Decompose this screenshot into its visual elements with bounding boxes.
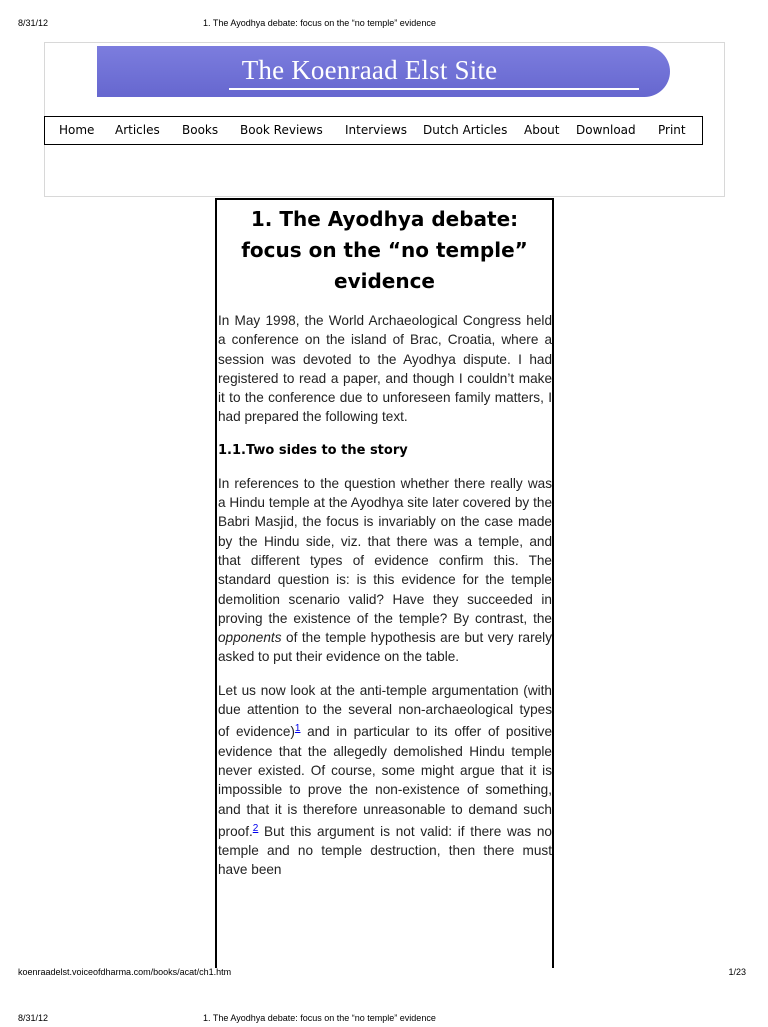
print-page-title: 1. The Ayodhya debate: focus on the “no temple” evidence xyxy=(203,18,436,28)
section-heading: 1.1.Two sides to the story xyxy=(218,442,408,458)
paragraph-anti-temple xyxy=(217,681,552,880)
nav-about[interactable]: About xyxy=(524,123,560,137)
site-banner xyxy=(97,46,670,97)
site-navigation xyxy=(44,116,703,145)
print-footer xyxy=(0,967,768,981)
print-header-next-page xyxy=(0,1013,768,1027)
paragraph-text: But this argument is not valid: if there was no temple and no temple destruction, then there must have been xyxy=(218,823,552,878)
nav-download[interactable]: Download xyxy=(576,123,636,137)
nav-home[interactable]: Home xyxy=(59,123,95,137)
paragraph-intro: In May 1998, the World Archaeological Congress held a conference on the island of Brac, Croatia, where a session was devoted to the Ayodhya dispute. I had registered to read a paper, and though I couldn’t make it to the conference due to unforeseen family matters, I had prepared the following text. xyxy=(218,313,552,425)
site-title: The Koenraad Elst Site xyxy=(241,55,498,85)
banner-underline xyxy=(229,88,639,90)
emphasis-text: opponents xyxy=(218,630,282,646)
print-date: 8/31/12 xyxy=(18,18,49,28)
footnote-link-1[interactable]: 1 xyxy=(294,723,301,735)
paragraph-two-sides xyxy=(217,474,552,667)
print-page-title: 1. The Ayodhya debate: focus on the “no temple” evidence xyxy=(203,1013,436,1023)
nav-print[interactable]: Print xyxy=(658,123,686,137)
nav-dutch-articles[interactable]: Dutch Articles xyxy=(423,123,508,137)
print-url: koenraadelst.voiceofdharma.com/books/acat/ch1.htm xyxy=(18,967,232,977)
paragraph-text: In references to the question whether there really was a Hindu temple at the Ayodhya site later covered by the Babri Masjid, the focus is invariably on the case made by the Hindu side, viz. that there was a temple, and that different types of evidence confirm this. The standard question is: is this evidence for the temple demolition scenario valid? Have they succeeded in proving the existence of the temple? By contrast, the xyxy=(218,475,552,626)
paragraph-text: and in particular to its offer of positive evidence that the allegedly demolished Hindu temple never existed. Of course, some might argue that it is impossible to prove the non-existence of something, and that it is therefore unreasonable to demand such proof. xyxy=(218,724,553,839)
nav-book-reviews[interactable]: Book Reviews xyxy=(240,123,323,137)
paragraph-text: of the temple hypothesis are but very rarely asked to put their evidence on the table. xyxy=(218,630,552,665)
nav-articles[interactable]: Articles xyxy=(115,123,160,137)
article-title: 1. The Ayodhya debate: focus on the “no temple” evidence xyxy=(241,207,528,293)
print-date: 8/31/12 xyxy=(18,1013,49,1023)
nav-books[interactable]: Books xyxy=(182,123,219,137)
article-body xyxy=(215,198,554,968)
print-header xyxy=(0,18,768,32)
footnote-link-2[interactable]: 2 xyxy=(252,822,259,834)
print-page-number: 1/23 xyxy=(728,967,746,977)
paragraph-text: Let us now look at the anti-temple argumentation (with due attention to the several non-archaeological types of evidence) xyxy=(218,682,552,740)
nav-interviews[interactable]: Interviews xyxy=(345,123,408,137)
